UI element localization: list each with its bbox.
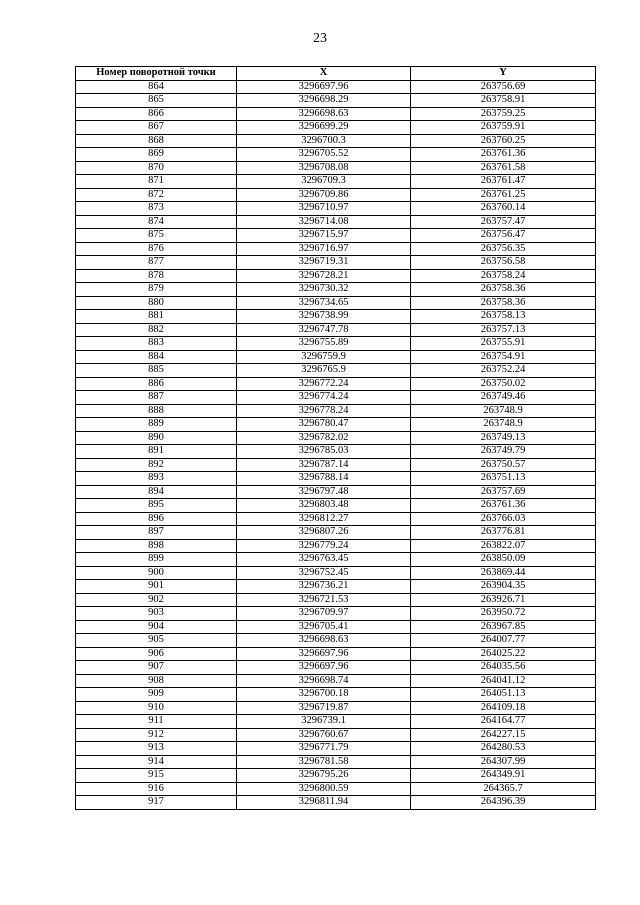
cell-point-number: 891 bbox=[76, 445, 237, 459]
cell-x: 3296774.24 bbox=[237, 391, 411, 405]
table-row bbox=[76, 539, 596, 553]
cell-point-number: 915 bbox=[76, 769, 237, 783]
cell-x: 3296698.63 bbox=[237, 107, 411, 121]
table-row bbox=[76, 796, 596, 810]
cell-point-number: 879 bbox=[76, 283, 237, 297]
cell-y: 263761.36 bbox=[411, 499, 596, 513]
cell-x: 3296781.58 bbox=[237, 755, 411, 769]
cell-y: 264109.18 bbox=[411, 701, 596, 715]
table-row bbox=[76, 188, 596, 202]
cell-y: 263758.36 bbox=[411, 296, 596, 310]
table-row bbox=[76, 269, 596, 283]
table-row bbox=[76, 323, 596, 337]
cell-point-number: 871 bbox=[76, 175, 237, 189]
cell-x: 3296730.32 bbox=[237, 283, 411, 297]
cell-x: 3296719.87 bbox=[237, 701, 411, 715]
cell-point-number: 903 bbox=[76, 607, 237, 621]
cell-point-number: 898 bbox=[76, 539, 237, 553]
cell-point-number: 880 bbox=[76, 296, 237, 310]
cell-y: 263760.25 bbox=[411, 134, 596, 148]
cell-x: 3296771.79 bbox=[237, 742, 411, 756]
table-row bbox=[76, 215, 596, 229]
table-row bbox=[76, 715, 596, 729]
cell-y: 264007.77 bbox=[411, 634, 596, 648]
table-row bbox=[76, 350, 596, 364]
table-row bbox=[76, 607, 596, 621]
cell-point-number: 873 bbox=[76, 202, 237, 216]
cell-point-number: 899 bbox=[76, 553, 237, 567]
table-row bbox=[76, 634, 596, 648]
cell-point-number: 905 bbox=[76, 634, 237, 648]
cell-y: 263761.36 bbox=[411, 148, 596, 162]
cell-x: 3296803.48 bbox=[237, 499, 411, 513]
cell-x: 3296812.27 bbox=[237, 512, 411, 526]
cell-point-number: 870 bbox=[76, 161, 237, 175]
cell-point-number: 912 bbox=[76, 728, 237, 742]
table-row bbox=[76, 202, 596, 216]
table-row bbox=[76, 593, 596, 607]
cell-y: 264025.22 bbox=[411, 647, 596, 661]
cell-x: 3296780.47 bbox=[237, 418, 411, 432]
cell-y: 263967.85 bbox=[411, 620, 596, 634]
cell-point-number: 913 bbox=[76, 742, 237, 756]
cell-x: 3296738.99 bbox=[237, 310, 411, 324]
cell-y: 263749.79 bbox=[411, 445, 596, 459]
cell-point-number: 881 bbox=[76, 310, 237, 324]
cell-point-number: 864 bbox=[76, 80, 237, 94]
cell-x: 3296765.9 bbox=[237, 364, 411, 378]
table-row bbox=[76, 404, 596, 418]
table-row bbox=[76, 755, 596, 769]
table-row bbox=[76, 121, 596, 135]
page-number: 23 bbox=[313, 31, 327, 46]
cell-point-number: 907 bbox=[76, 661, 237, 675]
table-row bbox=[76, 148, 596, 162]
cell-x: 3296698.29 bbox=[237, 94, 411, 108]
table-row bbox=[76, 445, 596, 459]
table-row bbox=[76, 364, 596, 378]
cell-point-number: 897 bbox=[76, 526, 237, 540]
table-row bbox=[76, 256, 596, 270]
cell-point-number: 908 bbox=[76, 674, 237, 688]
cell-x: 3296772.24 bbox=[237, 377, 411, 391]
cell-point-number: 882 bbox=[76, 323, 237, 337]
table-row bbox=[76, 526, 596, 540]
cell-y: 263757.13 bbox=[411, 323, 596, 337]
cell-point-number: 914 bbox=[76, 755, 237, 769]
cell-point-number: 893 bbox=[76, 472, 237, 486]
cell-point-number: 911 bbox=[76, 715, 237, 729]
cell-point-number: 878 bbox=[76, 269, 237, 283]
table-row bbox=[76, 296, 596, 310]
cell-y: 263757.47 bbox=[411, 215, 596, 229]
cell-x: 3296728.21 bbox=[237, 269, 411, 283]
cell-y: 263869.44 bbox=[411, 566, 596, 580]
cell-point-number: 909 bbox=[76, 688, 237, 702]
cell-y: 263748.9 bbox=[411, 404, 596, 418]
table-row bbox=[76, 701, 596, 715]
cell-point-number: 895 bbox=[76, 499, 237, 513]
table-row bbox=[76, 647, 596, 661]
cell-x: 3296782.02 bbox=[237, 431, 411, 445]
cell-y: 263748.9 bbox=[411, 418, 596, 432]
cell-x: 3296734.65 bbox=[237, 296, 411, 310]
cell-point-number: 901 bbox=[76, 580, 237, 594]
cell-x: 3296787.14 bbox=[237, 458, 411, 472]
header-x: X bbox=[237, 67, 411, 81]
header-y: Y bbox=[411, 67, 596, 81]
cell-y: 264307.99 bbox=[411, 755, 596, 769]
cell-point-number: 900 bbox=[76, 566, 237, 580]
table-row bbox=[76, 431, 596, 445]
cell-y: 263755.91 bbox=[411, 337, 596, 351]
table-row bbox=[76, 458, 596, 472]
cell-x: 3296747.78 bbox=[237, 323, 411, 337]
cell-x: 3296736.21 bbox=[237, 580, 411, 594]
cell-x: 3296700.3 bbox=[237, 134, 411, 148]
coordinates-table bbox=[75, 66, 596, 810]
cell-x: 3296715.97 bbox=[237, 229, 411, 243]
cell-point-number: 902 bbox=[76, 593, 237, 607]
cell-y: 263756.69 bbox=[411, 80, 596, 94]
table-row bbox=[76, 175, 596, 189]
table-row bbox=[76, 782, 596, 796]
table-row bbox=[76, 377, 596, 391]
cell-y: 263850.09 bbox=[411, 553, 596, 567]
cell-y: 264396.39 bbox=[411, 796, 596, 810]
cell-x: 3296700.18 bbox=[237, 688, 411, 702]
cell-y: 263751.13 bbox=[411, 472, 596, 486]
cell-point-number: 876 bbox=[76, 242, 237, 256]
table-row bbox=[76, 310, 596, 324]
cell-point-number: 868 bbox=[76, 134, 237, 148]
cell-y: 263776.81 bbox=[411, 526, 596, 540]
cell-y: 263822.07 bbox=[411, 539, 596, 553]
table-row bbox=[76, 674, 596, 688]
cell-x: 3296697.96 bbox=[237, 661, 411, 675]
cell-y: 263759.91 bbox=[411, 121, 596, 135]
table-row bbox=[76, 566, 596, 580]
cell-point-number: 889 bbox=[76, 418, 237, 432]
cell-point-number: 917 bbox=[76, 796, 237, 810]
cell-x: 3296795.26 bbox=[237, 769, 411, 783]
cell-x: 3296705.41 bbox=[237, 620, 411, 634]
cell-y: 263761.58 bbox=[411, 161, 596, 175]
cell-y: 263761.25 bbox=[411, 188, 596, 202]
cell-y: 264051.13 bbox=[411, 688, 596, 702]
cell-y: 263758.13 bbox=[411, 310, 596, 324]
cell-y: 263761.47 bbox=[411, 175, 596, 189]
cell-x: 3296699.29 bbox=[237, 121, 411, 135]
table-row bbox=[76, 553, 596, 567]
cell-y: 263756.47 bbox=[411, 229, 596, 243]
cell-y: 263749.13 bbox=[411, 431, 596, 445]
table-row bbox=[76, 391, 596, 405]
table-row bbox=[76, 769, 596, 783]
cell-y: 264227.15 bbox=[411, 728, 596, 742]
cell-x: 3296710.97 bbox=[237, 202, 411, 216]
table-row bbox=[76, 499, 596, 513]
cell-point-number: 896 bbox=[76, 512, 237, 526]
table-row bbox=[76, 337, 596, 351]
cell-x: 3296779.24 bbox=[237, 539, 411, 553]
cell-point-number: 888 bbox=[76, 404, 237, 418]
cell-point-number: 885 bbox=[76, 364, 237, 378]
cell-y: 263759.25 bbox=[411, 107, 596, 121]
cell-y: 263760.14 bbox=[411, 202, 596, 216]
cell-point-number: 916 bbox=[76, 782, 237, 796]
cell-x: 3296697.96 bbox=[237, 647, 411, 661]
cell-point-number: 894 bbox=[76, 485, 237, 499]
cell-x: 3296698.74 bbox=[237, 674, 411, 688]
cell-y: 263950.72 bbox=[411, 607, 596, 621]
cell-y: 263758.36 bbox=[411, 283, 596, 297]
cell-x: 3296708.08 bbox=[237, 161, 411, 175]
cell-y: 263752.24 bbox=[411, 364, 596, 378]
cell-y: 264280.53 bbox=[411, 742, 596, 756]
table-row bbox=[76, 418, 596, 432]
table-row bbox=[76, 94, 596, 108]
cell-y: 263756.58 bbox=[411, 256, 596, 270]
table-row bbox=[76, 512, 596, 526]
table-row bbox=[76, 134, 596, 148]
cell-y: 264164.77 bbox=[411, 715, 596, 729]
cell-y: 263757.69 bbox=[411, 485, 596, 499]
cell-point-number: 910 bbox=[76, 701, 237, 715]
cell-x: 3296763.45 bbox=[237, 553, 411, 567]
cell-x: 3296714.08 bbox=[237, 215, 411, 229]
cell-point-number: 886 bbox=[76, 377, 237, 391]
cell-x: 3296709.86 bbox=[237, 188, 411, 202]
cell-x: 3296759.9 bbox=[237, 350, 411, 364]
cell-point-number: 883 bbox=[76, 337, 237, 351]
table-row bbox=[76, 107, 596, 121]
header-point-number: Номер поворотной точки bbox=[76, 67, 237, 81]
cell-x: 3296721.53 bbox=[237, 593, 411, 607]
cell-x: 3296778.24 bbox=[237, 404, 411, 418]
cell-y: 263904.35 bbox=[411, 580, 596, 594]
cell-y: 264349.91 bbox=[411, 769, 596, 783]
cell-y: 263754.91 bbox=[411, 350, 596, 364]
cell-x: 3296811.94 bbox=[237, 796, 411, 810]
cell-x: 3296716.97 bbox=[237, 242, 411, 256]
table-row bbox=[76, 485, 596, 499]
cell-point-number: 904 bbox=[76, 620, 237, 634]
cell-x: 3296797.48 bbox=[237, 485, 411, 499]
cell-point-number: 877 bbox=[76, 256, 237, 270]
cell-point-number: 865 bbox=[76, 94, 237, 108]
table-header-row bbox=[76, 67, 596, 81]
cell-y: 263766.03 bbox=[411, 512, 596, 526]
cell-y: 264365.7 bbox=[411, 782, 596, 796]
table-row bbox=[76, 620, 596, 634]
cell-x: 3296709.3 bbox=[237, 175, 411, 189]
cell-point-number: 869 bbox=[76, 148, 237, 162]
cell-point-number: 892 bbox=[76, 458, 237, 472]
table-row bbox=[76, 728, 596, 742]
cell-x: 3296709.97 bbox=[237, 607, 411, 621]
cell-y: 263750.57 bbox=[411, 458, 596, 472]
table-row bbox=[76, 161, 596, 175]
cell-point-number: 875 bbox=[76, 229, 237, 243]
cell-x: 3296800.59 bbox=[237, 782, 411, 796]
cell-x: 3296698.63 bbox=[237, 634, 411, 648]
cell-y: 264041.12 bbox=[411, 674, 596, 688]
table-row bbox=[76, 742, 596, 756]
cell-y: 263749.46 bbox=[411, 391, 596, 405]
table-row bbox=[76, 661, 596, 675]
table-row bbox=[76, 229, 596, 243]
cell-x: 3296788.14 bbox=[237, 472, 411, 486]
cell-y: 264035.56 bbox=[411, 661, 596, 675]
table-row bbox=[76, 688, 596, 702]
cell-y: 263756.35 bbox=[411, 242, 596, 256]
cell-x: 3296739.1 bbox=[237, 715, 411, 729]
cell-x: 3296705.52 bbox=[237, 148, 411, 162]
table-row bbox=[76, 580, 596, 594]
cell-point-number: 872 bbox=[76, 188, 237, 202]
cell-y: 263926.71 bbox=[411, 593, 596, 607]
cell-y: 263758.91 bbox=[411, 94, 596, 108]
cell-x: 3296697.96 bbox=[237, 80, 411, 94]
cell-x: 3296752.45 bbox=[237, 566, 411, 580]
cell-y: 263758.24 bbox=[411, 269, 596, 283]
table-row bbox=[76, 242, 596, 256]
cell-x: 3296755.89 bbox=[237, 337, 411, 351]
table-row bbox=[76, 80, 596, 94]
cell-point-number: 887 bbox=[76, 391, 237, 405]
cell-x: 3296760.67 bbox=[237, 728, 411, 742]
cell-point-number: 866 bbox=[76, 107, 237, 121]
cell-y: 263750.02 bbox=[411, 377, 596, 391]
table-body bbox=[76, 80, 596, 809]
cell-point-number: 867 bbox=[76, 121, 237, 135]
cell-x: 3296719.31 bbox=[237, 256, 411, 270]
cell-point-number: 906 bbox=[76, 647, 237, 661]
table-row bbox=[76, 472, 596, 486]
cell-x: 3296785.03 bbox=[237, 445, 411, 459]
cell-point-number: 890 bbox=[76, 431, 237, 445]
cell-point-number: 884 bbox=[76, 350, 237, 364]
table-row bbox=[76, 283, 596, 297]
cell-x: 3296807.26 bbox=[237, 526, 411, 540]
cell-point-number: 874 bbox=[76, 215, 237, 229]
